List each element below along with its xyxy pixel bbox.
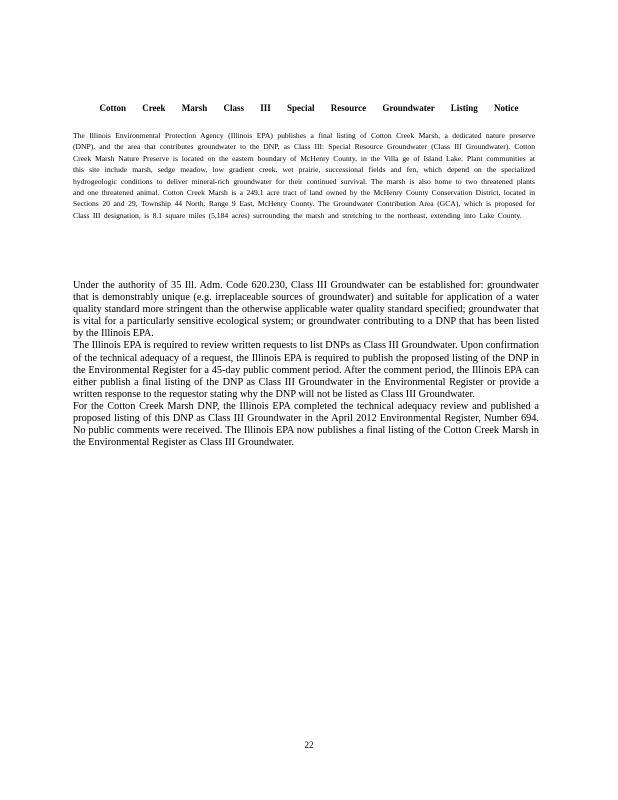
body-paragraph-3: For the Cotton Creek Marsh DNP, the Illinois EPA completed the technical adequacy review and published a proposed listing of this DNP as Class III Groundwater in the April 2012 Environmental Register, Number 694. No public comments were received. The Illinois EPA now publishes a final listing of the Cotton Creek Marsh in the Environmental Register as Class III Groundwater. [73,400,539,449]
page-number: 22 [304,740,314,750]
summary-paragraph [73,130,535,221]
body-paragraph-1: Under the authority of 35 Ill. Adm. Code 620.230, Class III Groundwater can be established for: groundwater that is demonstrably unique (e.g. irreplaceable sources of groundwater) and suitable for application of a water quality standard more stringent than the otherwise applicable water quality standard specified; groundwater that is vital for a particularly sensitive ecological system; or groundwater contributing to a DNP that has been listed by the Illinois EPA. [73,280,539,340]
document-title: Cotton Creek Marsh Class III Special Resource Groundwater Listing Notice [99,103,519,113]
summary-text: The Illinois Environmental Protection Agency (Illinois EPA) publishes a final listing of Cotton Creek Marsh, a dedicated nature preserve (DNP), and the area that contributes groundwater to the DNP, as Class III: Special Resource Groundwater (Class III Groundwater). Cotton Creek Marsh Nature Preserve is located on the eastern boundary of McHenry County, in the Villa ge of Island Lake. Plant communities at this site include marsh, sedge meadow, low gradient creek, wet prairie, successional fields and fen, which depend on the specialized hydrogeologic conditions to deliver mineral-rich groundwater for their continued survival. The marsh is also home to two threatened plants and one threatened animal. Cotton Creek Marsh is a 249.1 acre tract of land owned by the McHenry County Conservation District, located in Sections 20 and 29, Township 44 North, Range 9 East, McHenry County. The Groundwater Contribution Area (GCA), which is proposed for Class III designation, is 8.1 square miles (5,184 acres) surrounding the marsh and stretching to the northeast, extending into Lake County. [73,131,535,220]
body-text [73,280,539,449]
body-paragraph-2: The Illinois EPA is required to review written requests to list DNPs as Class III Groundwater. Upon confirmation of the technical adequacy of a request, the Illinois EPA is required to publish the proposed listing of the DNP in the Environmental Register for a 45-day public comment period. After the comment period, the Illinois EPA can either publish a final listing of the DNP as Class III Groundwater in the Environmental Register or provide a written response to the requestor stating why the DNP will not be listed as Class III Groundwater. [73,340,539,400]
